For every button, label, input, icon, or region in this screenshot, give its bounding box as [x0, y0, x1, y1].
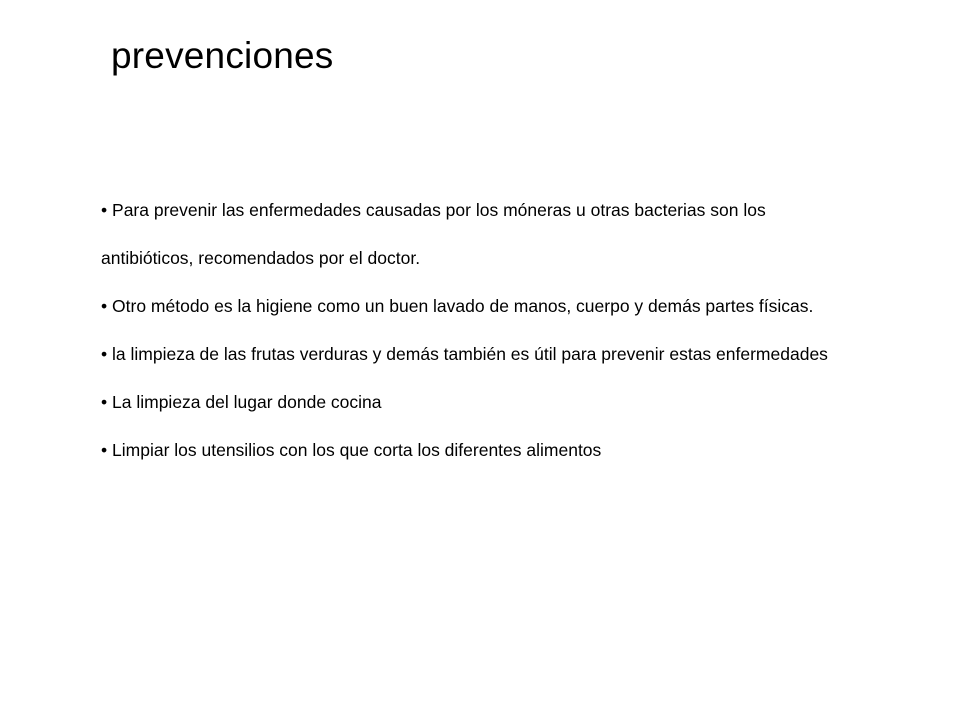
list-item-text: La limpieza del lugar donde cocina: [112, 392, 382, 412]
bullet-icon: •: [101, 344, 108, 364]
list-item-text: Otro método es la higiene como un buen lavado de manos, cuerpo y demás partes físicas.: [112, 296, 814, 316]
slide-body: [101, 198, 881, 486]
list-item: [101, 294, 881, 318]
list-item: [101, 246, 881, 270]
bullet-icon: •: [101, 440, 108, 460]
list-item-text: Limpiar los utensilios con los que corta los diferentes alimentos: [112, 440, 602, 460]
list-item: [101, 198, 881, 222]
list-item: [101, 438, 881, 462]
list-item-text: Para prevenir las enfermedades causadas por los móneras u otras bacterias son los: [112, 200, 766, 220]
bullet-icon: •: [101, 296, 108, 316]
slide-title: prevenciones: [111, 35, 334, 76]
list-item-text: antibióticos, recomendados por el doctor.: [101, 248, 421, 268]
bullet-icon: •: [101, 392, 108, 412]
bullet-icon: •: [101, 200, 108, 220]
list-item: [101, 390, 881, 414]
list-item: [101, 342, 881, 366]
list-item-text: la limpieza de las frutas verduras y demás también es útil para prevenir estas enfermedades: [112, 344, 828, 364]
